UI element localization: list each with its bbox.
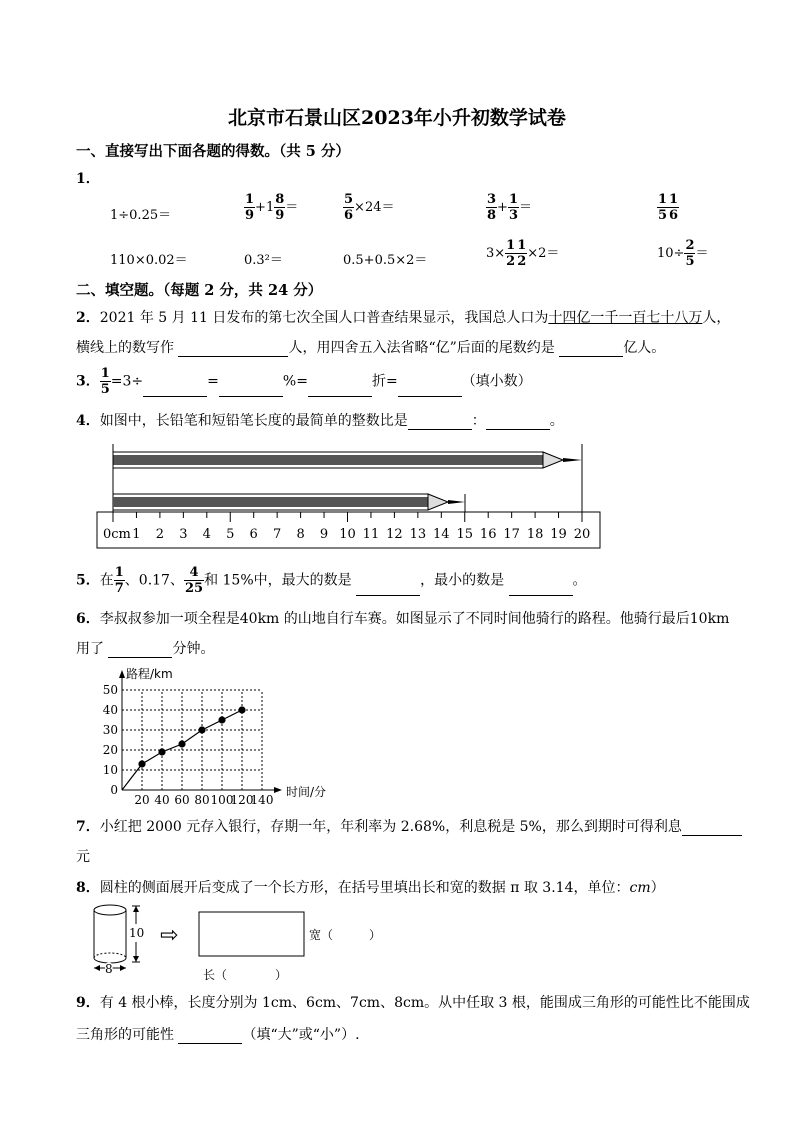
distance-time-chart	[92, 662, 342, 808]
ruler-label: 17	[503, 527, 520, 542]
x-tick-label: 80	[194, 793, 210, 807]
unfolded-rectangle	[199, 912, 304, 956]
answer-blank[interactable]	[143, 382, 207, 397]
answer-blank[interactable]	[356, 581, 420, 596]
ruler-label: 1	[132, 527, 141, 542]
calc-1-3: $\frac{5}{6}$ ×24＝	[344, 192, 395, 223]
y-tick-label: 40	[102, 703, 118, 717]
pencil-ruler-figure	[95, 436, 605, 551]
calc-1-4: $\frac{3}{8}$ + $\frac{1}{3}$ ＝	[487, 192, 533, 223]
cylinder-diameter-label: 8	[105, 962, 113, 976]
ruler-label: 9	[319, 527, 329, 542]
y-tick-label: 0	[110, 783, 118, 797]
x-tick-label: 20	[134, 793, 150, 807]
answer-blank[interactable]	[178, 1029, 242, 1044]
calc-2-4: 3× $\frac{1}{2}$ $\frac{1}{2}$ ×2＝	[486, 238, 560, 269]
short-pencil	[113, 494, 465, 510]
fraction: $\frac{4}{25}$	[184, 565, 204, 596]
answer-blank[interactable]	[682, 821, 742, 836]
ruler-label: 15	[456, 527, 474, 542]
unfold-arrow-icon: ⇨	[160, 923, 179, 948]
question-5: 5．在 $\frac{1}{7}$ 、0.17、 $\frac{4}{25}$ 和 15%中，最大的数是 ，最小的数是 。	[76, 565, 587, 596]
rectangle-width-label: 宽（ ）	[309, 928, 382, 942]
answer-blank[interactable]	[308, 382, 372, 397]
ruler-label: 4	[202, 527, 211, 542]
x-axis-arrow	[274, 787, 282, 793]
y-tick-label: 20	[102, 743, 118, 757]
question-7-line-1: 7．小红把 2000 元存入银行，存期一年，年利率为 2.68%，利息税是 5%，那么到期时可得利息	[76, 816, 742, 836]
question-9-line-1: 9．有 4 根小棒，长度分别为 1cm、6cm、7cm、8cm。从中任取 3 根，能围成三角形的可能性比不能围成	[76, 995, 750, 1011]
y-tick-label: 10	[102, 763, 118, 777]
data-point	[138, 760, 145, 767]
answer-blank[interactable]	[559, 342, 623, 357]
fraction: $\frac{1}{2}$	[517, 238, 527, 269]
answer-blank[interactable]	[509, 581, 573, 596]
fraction: $\frac{1}{5}$	[658, 192, 668, 223]
data-point	[218, 716, 225, 723]
fraction: $\frac{1}{9}$	[245, 192, 255, 223]
ruler-label: 20	[573, 527, 591, 542]
data-point	[198, 726, 205, 733]
calc-2-5: 10÷ $\frac{2}{5}$ ＝	[657, 238, 709, 269]
data-point	[178, 740, 185, 747]
x-tick-label: 140	[250, 793, 274, 807]
ruler-label: 16	[479, 527, 497, 542]
data-point	[158, 748, 165, 755]
fraction: $\frac{5}{6}$	[344, 192, 354, 223]
question-7-line-2: 元	[76, 849, 90, 865]
ruler-label: 19	[550, 527, 567, 542]
question-6-line-2: 用了 分钟。	[76, 641, 215, 657]
answer-blank[interactable]	[398, 382, 462, 397]
y-axis-arrow	[119, 670, 125, 678]
question-8: 8．圆柱的侧面展开后变成了一个长方形，在括号里填出长和宽的数据 π 取 3.14，单位：cm）	[76, 880, 665, 896]
x-tick-label: 40	[154, 793, 170, 807]
question-1-number: 1．	[76, 171, 100, 187]
ruler-label: 5	[226, 527, 235, 542]
calc-2-3: 0.5+0.5×2＝	[343, 253, 428, 268]
answer-blank[interactable]	[219, 382, 283, 397]
underlined-number: 十四亿一千一百七十八万	[548, 310, 703, 326]
fraction: $\frac{1}{2}$	[506, 238, 516, 269]
question-3: 3． $\frac{1}{5}$ =3÷ = %= 折= （填小数）	[76, 366, 532, 397]
ruler-label: 2	[155, 527, 165, 542]
page-title: 北京市石景山区2023年小升初数学试卷	[228, 107, 566, 129]
x-tick-label: 60	[174, 793, 190, 807]
fraction: $\frac{2}{5}$	[685, 238, 695, 269]
y-tick-label: 30	[102, 723, 118, 737]
ruler-label: 11	[362, 527, 380, 542]
question-6-line-1: 6．李叔叔参加一项全程是40km 的山地自行车赛。如图显示了不同时间他骑行的路程。他骑行最后10km	[76, 611, 730, 627]
calc-1-2: $\frac{1}{9}$ +1 $\frac{8}{9}$ ＝	[245, 192, 299, 223]
fraction: $\frac{8}{9}$	[275, 192, 285, 223]
answer-blank[interactable]	[108, 643, 172, 658]
long-pencil	[113, 452, 582, 468]
y-tick-label: 50	[102, 683, 118, 697]
rectangle-length-label: 长（ ）	[203, 968, 288, 982]
x-tick-label: 120	[230, 793, 254, 807]
section-2-heading: 二、填空题。（每题 2 分，共 24 分）	[76, 282, 323, 299]
ruler-label: 12	[386, 527, 403, 542]
answer-blank[interactable]	[486, 415, 550, 430]
ruler-label: 3	[179, 527, 188, 542]
calc-1-1: 1÷0.25＝	[110, 208, 172, 223]
fraction: $\frac{3}{8}$	[487, 192, 497, 223]
ruler-label: 13	[409, 527, 427, 542]
calc-1-5	[657, 192, 679, 223]
ruler-label: 14	[433, 527, 450, 542]
fraction: $\frac{1}{6}$	[669, 192, 679, 223]
x-axis-label: 时间/分	[286, 785, 327, 799]
ruler-label: 18	[526, 527, 544, 542]
x-tick-label: 100	[210, 793, 234, 807]
fraction: $\frac{1}{3}$	[508, 192, 518, 223]
ruler-label: 0cm	[103, 527, 131, 542]
answer-blank[interactable]	[408, 415, 472, 430]
answer-blank[interactable]	[178, 342, 288, 357]
calc-2-2: 0.3²＝	[244, 253, 283, 268]
question-2-line-2: 横线上的数写作 人，用四舍五入法省略“亿”后面的尾数约是 亿人。	[76, 340, 666, 356]
ruler-label: 6	[249, 527, 258, 542]
data-point	[238, 706, 245, 713]
y-axis-label: 路程/km	[126, 667, 173, 681]
fraction: $\frac{1}{5}$	[100, 366, 110, 397]
ruler-label: 10	[339, 527, 356, 542]
cylinder-height-label: 10	[129, 926, 145, 940]
calc-2-1: 110×0.02＝	[110, 253, 188, 268]
question-2-line-1: 2．2021 年 5 月 11 日发布的第七次全国人口普查结果显示，我国总人口为十四亿一千一百七十八万人，	[76, 310, 731, 326]
section-1-heading: 一、直接写出下面各题的得数。（共 5 分）	[76, 143, 350, 160]
ruler-label: 8	[296, 527, 305, 542]
question-4: 4．如图中，长铅笔和短铅笔长度的最简单的整数比是 ： 。	[76, 413, 564, 429]
fraction: $\frac{1}{7}$	[114, 565, 124, 596]
question-9-line-2: 三角形的可能性 （填“大”或“小”）.	[76, 1027, 360, 1043]
ruler-label: 7	[273, 527, 282, 542]
